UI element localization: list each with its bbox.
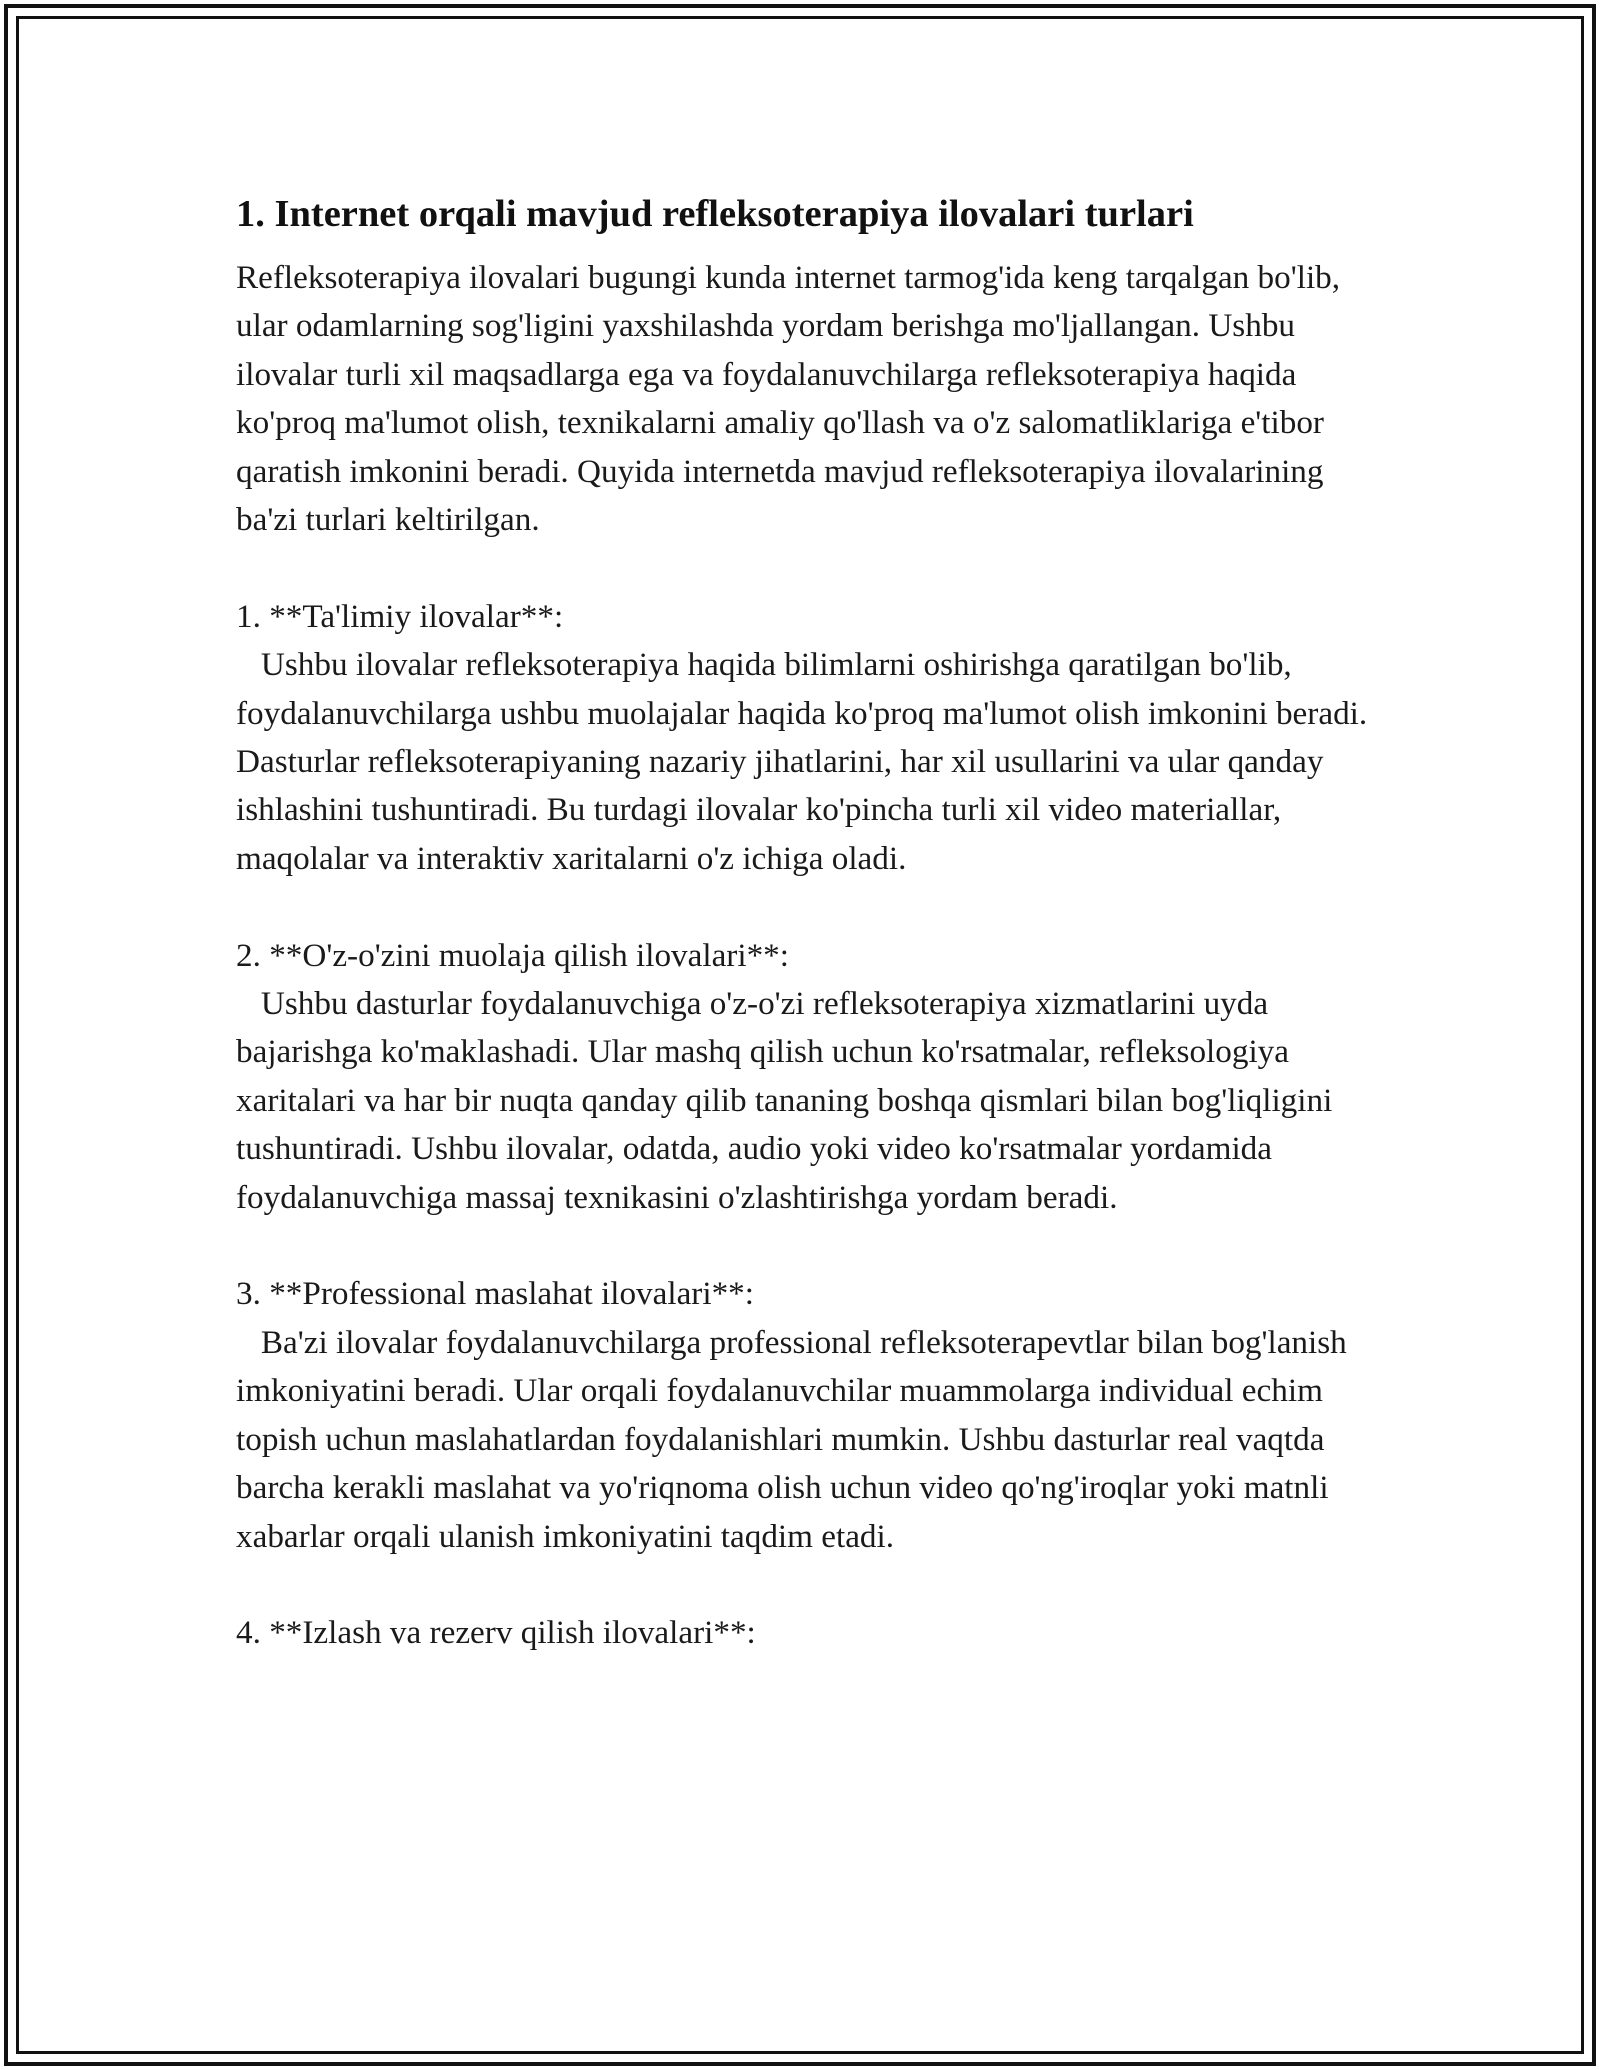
document-page (236, 186, 1376, 1658)
list-item-heading: 2. **O'z-o'zini muolaja qilish ilovalari**: (236, 936, 789, 974)
paragraph-gap (236, 1222, 1376, 1270)
document-title: 1. Internet orqali mavjud refleksoterapiya ilovalari turlari (236, 193, 1194, 235)
list-item (236, 932, 1376, 1222)
list-item (236, 1270, 1376, 1560)
list-item-heading: 4. **Izlash va rezerv qilish ilovalari**: (236, 1614, 756, 1652)
paragraph-gap (236, 544, 1376, 592)
list-item (236, 593, 1376, 883)
paragraph-gap (236, 883, 1376, 931)
list-item-body: Ba'zi ilovalar foydalanuvchilarga professional refleksoterapevtlar bilan bog'lanish imkoniyatini beradi. Ular orqali foydalanuvchilar muammolarga individual echim topish uchun maslahatlardan foydalanishlari mumkin. Ushbu dasturlar real vaqtda barcha kerakli maslahat va yo'riqnoma olish uchun video qo'ng'iroqlar yoki matnli xabarlar orqali ulanish imkoniyatini taqdim etadi. (236, 1323, 1356, 1555)
paragraph-gap (236, 1561, 1376, 1609)
list-item (236, 1609, 1376, 1657)
list-item-body: Ushbu ilovalar refleksoterapiya haqida bilimlarni oshirishga qaratilgan bo'lib, foydalanuvchilarga ushbu muolajalar haqida ko'proq ma'lumot olish imkonini beradi. Dasturlar refleksoterapiyaning nazariy jihatlarini, har xil usullarini va ular qanday ishlashini tushuntiradi. Bu turdagi ilovalar ko'pincha turli xil video materiallar, maqolalar va interaktiv xaritalarni o'z ichiga oladi. (236, 646, 1376, 877)
intro-paragraph: Refleksoterapiya ilovalari bugungi kunda internet tarmog'ida keng tarqalgan bo'lib, ular odamlarning sog'ligini yaxshilashda yordam berishga mo'ljallangan. Ushbu ilovalar turli xil maqsadlarga ega va foydalanuvchilarga refleksoterapiya haqida ko'proq ma'lumot olish, texnikalarni amaliy qo'llash va o'z salomatliklariga e'tibor qaratish imkonini beradi. Quyida internetda mavjud refleksoterapiya ilovalarining ba'zi turlari keltirilgan. (236, 259, 1341, 539)
list-item-heading: 3. **Professional maslahat ilovalari**: (236, 1275, 754, 1313)
list-item-body: Ushbu dasturlar foydalanuvchiga o'z-o'zi refleksoterapiya xizmatlarini uyda bajarishga ko'maklashadi. Ular mashq qilish uchun ko'rsatmalar, refleksologiya xaritalari va har bir nuqta qanday qilib tananing boshqa qismlari bilan bog'liqligini tushuntiradi. Ushbu ilovalar, odatda, audio yoki video ko'rsatmalar yordamida foydalanuvchiga massaj texnikasini o'zlashtirishga yordam beradi. (236, 985, 1341, 1216)
list-item-heading: 1. **Ta'limiy ilovalar**: (236, 597, 564, 635)
